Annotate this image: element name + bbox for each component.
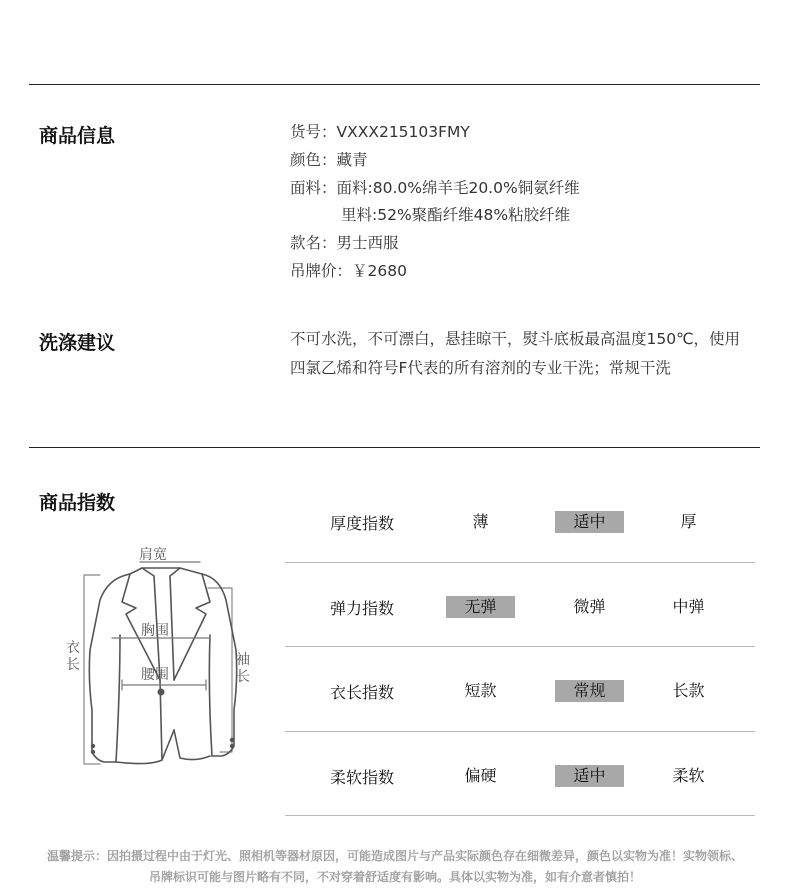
fabric-row: 面料：面料:80.0%绵羊毛20.0%铜氨纤维 — [290, 178, 580, 197]
product-index-table — [285, 478, 755, 816]
washing-text: 不可水洗，不可漂白，悬挂晾干，熨斗底板最高温度150℃，使用四氯乙烯和符号F代表的所有溶剂的专业干洗；常规干洗 — [290, 330, 740, 377]
index-option: 中弹 — [672, 596, 705, 616]
footer-line-2: 吊牌标识可能与图片略有不同，不对穿着舒适度有影响。具体以实物为准，如有介意者慎拍！ — [148, 870, 641, 884]
index-row-softness — [285, 732, 755, 817]
product-index-title: 商品指数 — [39, 492, 116, 514]
index-label: 柔软指数 — [330, 767, 395, 787]
index-option-selected: 无弹 — [446, 596, 515, 618]
shoulder-label: 肩宽 — [139, 547, 167, 563]
footer-notice — [0, 846, 790, 888]
index-row-thickness — [285, 478, 755, 563]
index-option: 微弹 — [573, 596, 606, 616]
index-option: 短款 — [464, 681, 497, 700]
index-option: 长款 — [672, 681, 705, 700]
footer-line-1: 温馨提示：因拍摄过程中由于灯光、照相机等器材原因，可能造成图片与产品实际颜色存在细微差异，颜色以实物为准！实物领标、 — [46, 849, 743, 863]
index-label: 衣长指数 — [330, 683, 395, 702]
index-label: 厚度指数 — [330, 514, 395, 533]
top-divider — [29, 84, 760, 85]
index-option-selected: 常规 — [555, 680, 624, 702]
index-option: 偏硬 — [464, 765, 497, 785]
tag-price-row: 吊牌价：￥2680 — [290, 261, 407, 280]
index-option-selected: 适中 — [555, 765, 624, 787]
length-label: 衣长 — [66, 640, 80, 673]
index-row-elasticity — [285, 563, 755, 648]
product-info-list — [290, 119, 580, 286]
index-option: 薄 — [472, 512, 489, 531]
index-option-selected: 适中 — [555, 511, 624, 533]
lining-row: 里料:52%聚酯纤维48%粘胶纤维 — [341, 206, 571, 225]
chest-label: 胸围 — [141, 623, 169, 639]
index-label: 弹力指数 — [330, 598, 395, 618]
sku-row: 货号：VXXX215103FMY — [290, 123, 470, 141]
sleeve-label: 袖长 — [236, 652, 250, 685]
index-option: 柔软 — [672, 765, 705, 785]
middle-divider — [29, 447, 760, 448]
waist-label: 腰围 — [141, 667, 169, 683]
index-option: 厚 — [680, 512, 697, 531]
suit-diagram — [60, 540, 270, 780]
color-row: 颜色：藏青 — [290, 150, 368, 169]
style-name-row: 款名：男士西服 — [290, 234, 399, 253]
index-row-length — [285, 647, 755, 732]
product-info-title: 商品信息 — [39, 125, 116, 147]
washing-title: 洗涤建议 — [39, 332, 116, 354]
